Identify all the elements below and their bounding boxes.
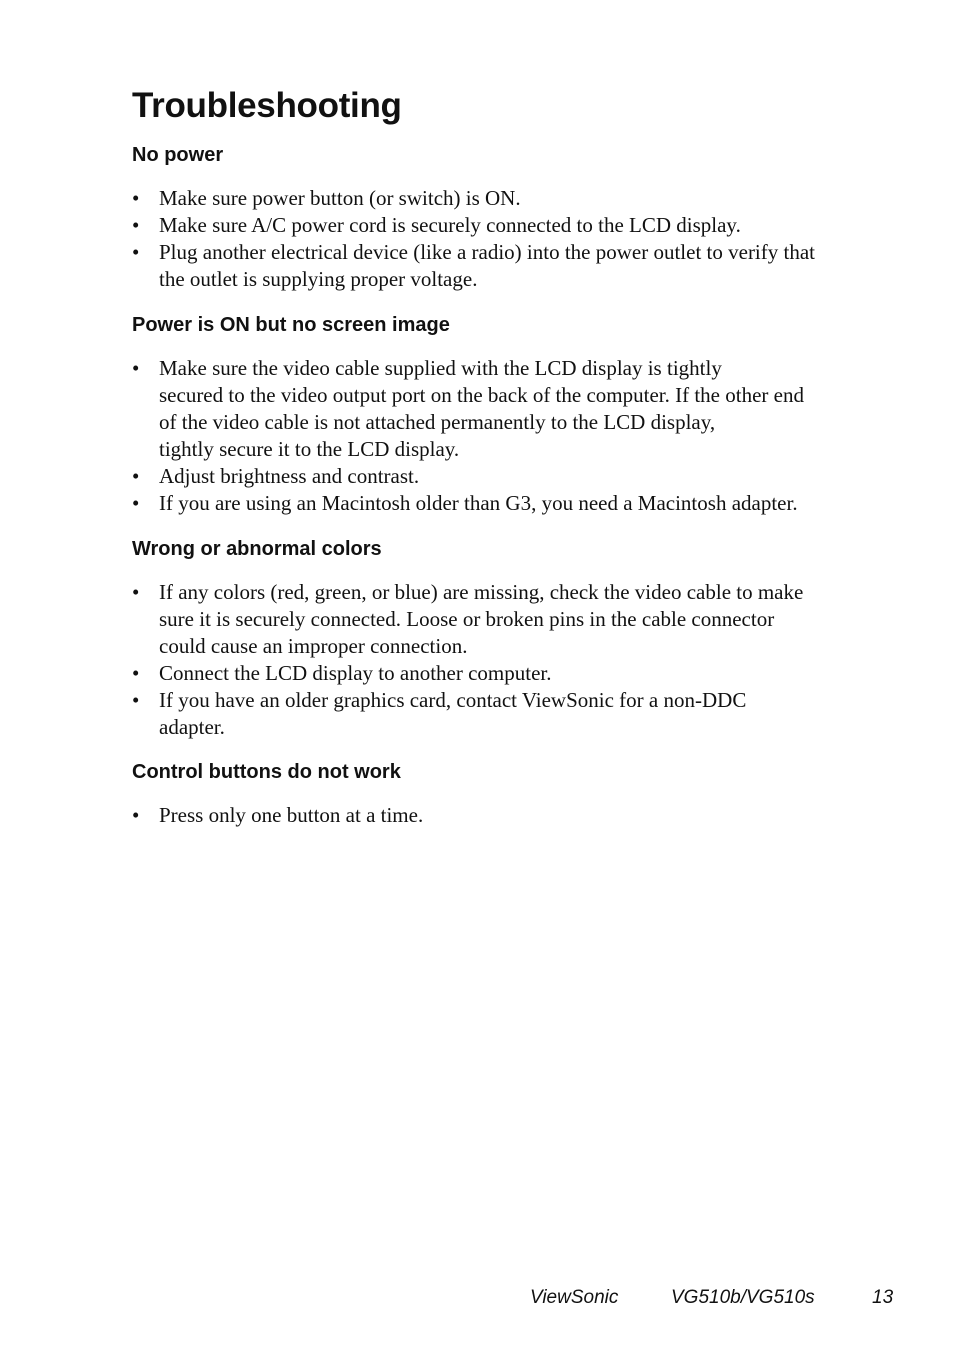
section-heading: Control buttons do not work	[132, 761, 401, 783]
list-item	[132, 660, 872, 687]
footer-model: VG510b/VG510s	[671, 1287, 815, 1308]
list-item	[132, 687, 872, 741]
bullet-icon: •	[132, 661, 140, 685]
bullet-list	[132, 579, 872, 741]
page-number: 13	[872, 1287, 894, 1308]
list-item-text: Adjust brightness and contrast.	[159, 464, 420, 488]
list-item	[132, 463, 872, 490]
list-item-text: If any colors (red, green, or blue) are missing, check the video cable to make sure it is securely connected. Loose or broken pins in the cable connector could cause an improper connection.	[159, 580, 804, 658]
list-item-text: Connect the LCD display to another computer.	[159, 661, 552, 685]
list-item	[132, 185, 872, 212]
section-control-buttons	[132, 759, 872, 829]
list-item-text: If you have an older graphics card, contact ViewSonic for a non-DDC adapter.	[159, 688, 747, 739]
list-item-text: Make sure A/C power cord is securely connected to the LCD display.	[159, 213, 741, 237]
bullet-icon: •	[132, 240, 140, 264]
list-item-text: If you are using an Macintosh older than G3, you need a Macintosh adapter.	[159, 491, 798, 515]
list-item-text: Plug another electrical device (like a radio) into the power outlet to verify that the outlet is supplying proper voltage.	[159, 240, 816, 291]
section-no-power	[132, 142, 872, 293]
bullet-icon: •	[132, 491, 140, 515]
bullet-icon: •	[132, 213, 140, 237]
list-item-text: Press only one button at a time.	[159, 803, 424, 827]
page-title: Troubleshooting	[132, 86, 402, 125]
list-item	[132, 212, 872, 239]
bullet-list	[132, 802, 872, 829]
bullet-list	[132, 355, 872, 517]
bullet-icon: •	[132, 356, 140, 380]
section-abnormal-colors	[132, 536, 872, 741]
bullet-icon: •	[132, 580, 140, 604]
list-item	[132, 355, 872, 463]
list-item	[132, 579, 872, 660]
bullet-icon: •	[132, 186, 140, 210]
list-item-text: Make sure power button (or switch) is ON.	[159, 186, 521, 210]
section-heading: Wrong or abnormal colors	[132, 538, 382, 560]
bullet-icon: •	[132, 688, 140, 712]
section-no-screen-image	[132, 312, 872, 517]
bullet-icon: •	[132, 464, 140, 488]
bullet-list	[132, 185, 872, 293]
section-heading: No power	[132, 144, 224, 166]
bullet-icon: •	[132, 803, 140, 827]
section-heading: Power is ON but no screen image	[132, 314, 450, 336]
list-item	[132, 490, 872, 517]
list-item-text: Make sure the video cable supplied with the LCD display is tightly secured to the video output port on the back of the computer. If the other end of the video cable is not attached permanently to the LCD display, tightly secure it to the LCD display.	[159, 356, 804, 461]
list-item	[132, 239, 872, 293]
footer-brand: ViewSonic	[530, 1287, 619, 1308]
page-footer	[0, 1285, 954, 1311]
list-item	[132, 802, 872, 829]
